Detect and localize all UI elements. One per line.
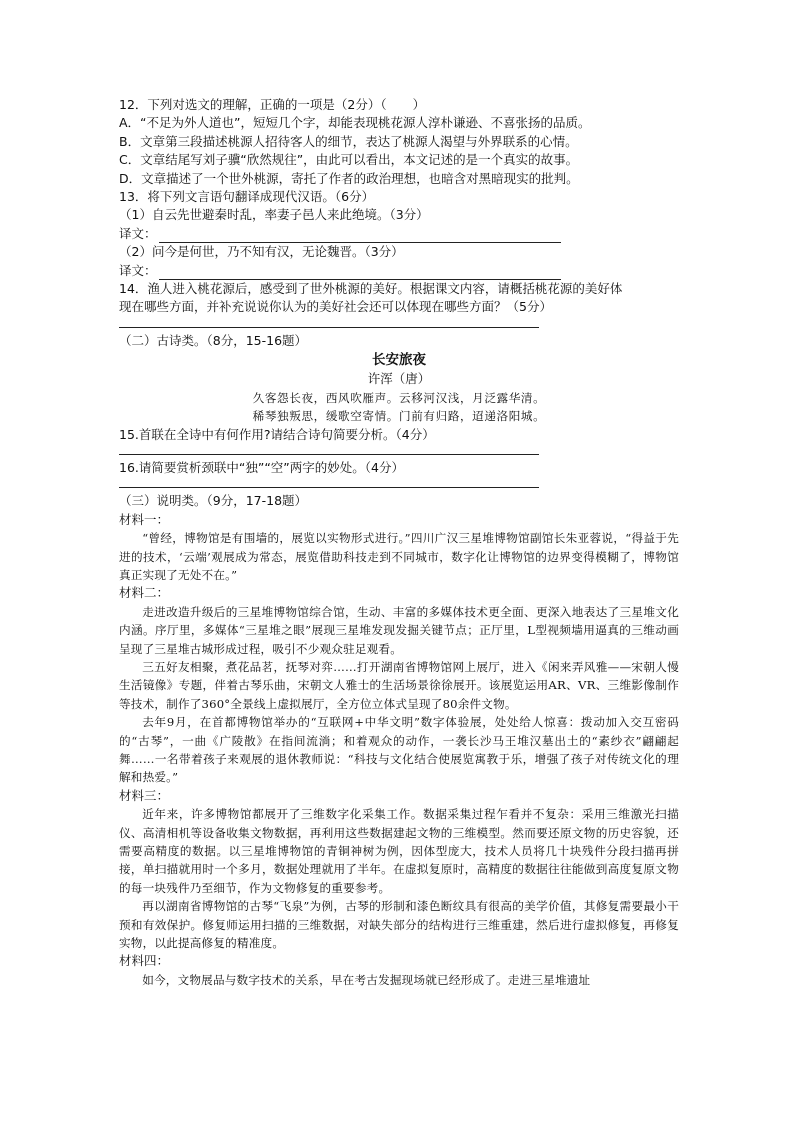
q13-item-1: （1）自云先世避秦时乱，率妻子邑人来此绝境。（3分） [119, 207, 429, 223]
material-2-label: 材料二： [119, 585, 170, 601]
q16-answer-line[interactable] [119, 477, 539, 488]
poem-line-1: 久客怨长夜，西风吹雁声。云移河汉浅，月泛露华清。 [252, 390, 546, 405]
q12-stem: 12．下列对选文的理解，正确的一项是（2分）（ ） [119, 97, 426, 112]
q15-answer-line[interactable] [119, 444, 539, 455]
translation-label: 译文： [119, 225, 157, 241]
material-3-paragraph-2: 再以湖南省博物馆的古琴“飞泉”为例，古琴的形制和漆色断纹具有很高的美学价值，其修复需要最小干预和有效保护。修复师运用扫描的三维数据，对缺失部分的结构进行三维重建，然后进行虚拟修复，再修复实物，以此提高修复的精准度。 [119, 899, 679, 951]
q13-translation-1 [119, 225, 679, 243]
exam-page [119, 96, 679, 989]
section2-heading: （二）古诗类。（8分，15-16题） [119, 332, 308, 348]
q14-line-2: 现在哪些方面，并补充说说你认为的美好社会还可以体现在哪些方面？（5分） [119, 299, 552, 315]
translation-label: 译文： [119, 262, 157, 278]
q13-item-2: （2）问今是何世，乃不知有汉，无论魏晋。（3分） [119, 244, 404, 260]
answer-line[interactable] [159, 228, 561, 243]
material-2-paragraph-2: 三五好友相聚，煮花品茗，抚琴对弈……打开湖南省博物馆网上展厅，进入《闲来弄风雅——宋朝人慢生活镜像》专题，伴着古琴乐曲，宋朝文人雅士的生活场景徐徐展开。该展览运用AR、VR、三维影像制作等技术，制作了360°全景线上虚拟展厅，全方位立体式呈现了80余件文物。 [119, 659, 679, 711]
q14-line-1: 14．渔人进入桃花源后，感受到了世外桃源的美好。根据课文内容，请概括桃花源的美好体 [119, 281, 623, 297]
q12-option-c[interactable]: C．文章结尾写刘子骥“欣然规往”，由此可以看出，本文记述的是一个真实的故事。 [119, 152, 579, 168]
poem-line-2: 稀琴独叛思，缓歌空寄情。门前有归路，迢递洛阳城。 [252, 409, 546, 424]
material-3-label: 材料三： [119, 787, 170, 803]
material-2-paragraph-3: 去年9月，在首都博物馆举办的“互联网+中华文明”数字体验展，处处给人惊喜：拨动加入交互密码的“古琴”，一曲《广陵散》在指间流淌；和着观众的动作，一袭长沙马王堆汉墓出土的“素纱衣”翩翩起舞……一名带着孩子来观展的退休教师说：“科技与文化结合使展览寓教于乐，增强了孩子对传统文化的理解和热爱。” [119, 715, 679, 785]
q12-option-b[interactable]: B．文章第三段描述桃源人招待客人的细节，表达了桃源人渴望与外界联系的心情。 [119, 133, 578, 149]
q12-option-a[interactable]: A．“不足为外人道也”，短短几个字，却能表现桃花源人淳朴谦逊、不喜张扬的品质。 [119, 115, 591, 131]
material-1-label: 材料一： [119, 511, 170, 527]
q12-option-d[interactable]: D．文章描述了一个世外桃源，寄托了作者的政治理想，也暗含对黑暗现实的批判。 [119, 170, 579, 186]
material-1-paragraph: “曾经，博物馆是有围墙的，展览以实物形式进行。”四川广汉三星堆博物馆副馆长朱亚蓉说，“得益于先进的技术，‘云端’观展成为常态，展览借助科技走到不同城市，数字化让博物馆的边界变得模糊了，博物馆真正实现了无处不在。” [119, 531, 679, 582]
material-2-paragraph-1: 走进改造升级后的三星堆博物馆综合馆，生动、丰富的多媒体技术更全面、更深入地表达了三星堆文化内涵。序厅里，多媒体“三星堆之眼”展现三星堆发现发掘关键节点；正厅里，L型视频墙用逼真的三维动画呈现了三星堆古城形成过程，吸引不少观众驻足观看。 [119, 604, 679, 656]
answer-line[interactable] [159, 265, 561, 280]
material-4-label: 材料四： [119, 953, 170, 969]
section3-heading: （三）说明类。（9分，17-18题） [119, 493, 308, 509]
q13-translation-2 [119, 262, 679, 280]
material-4-paragraph-1: 如今，文物展品与数字技术的关系，早在考古发掘现场就已经形成了。走进三星堆遗址 [142, 972, 591, 987]
poem-author: 许浑（唐） [367, 371, 431, 387]
q13-stem: 13．将下列文言语句翻译成现代汉语。（6分） [119, 189, 375, 205]
material-3-paragraph-1: 近年来，许多博物馆都展开了三维数字化采集工作。数据采集过程乍看并不复杂：采用三维激光扫描仪、高清相机等设备收集文物数据，再利用这些数据建起文物的三维模型。然而要还原文物的历史容貌，还需要高精度的数据。以三星堆博物馆的青铜神树为例，因体型庞大，技术人员将几十块残件分段扫描再拼接，单扫描就用时一个多月，数据处理就用了半年。在虚拟复原时，高精度的数据往往能做到高度复原文物的每一块残件乃至细节，作为文物修复的重要参考。 [119, 807, 679, 895]
q15-stem: 15.首联在全诗中有何作用?请结合诗句简要分析。（4分） [119, 426, 435, 442]
q16-stem: 16.请简要赏析颈联中“独”“空”两字的妙处。（4分） [119, 459, 404, 475]
poem-title: 长安旅夜 [372, 352, 426, 369]
q14-answer-line[interactable] [119, 317, 539, 328]
